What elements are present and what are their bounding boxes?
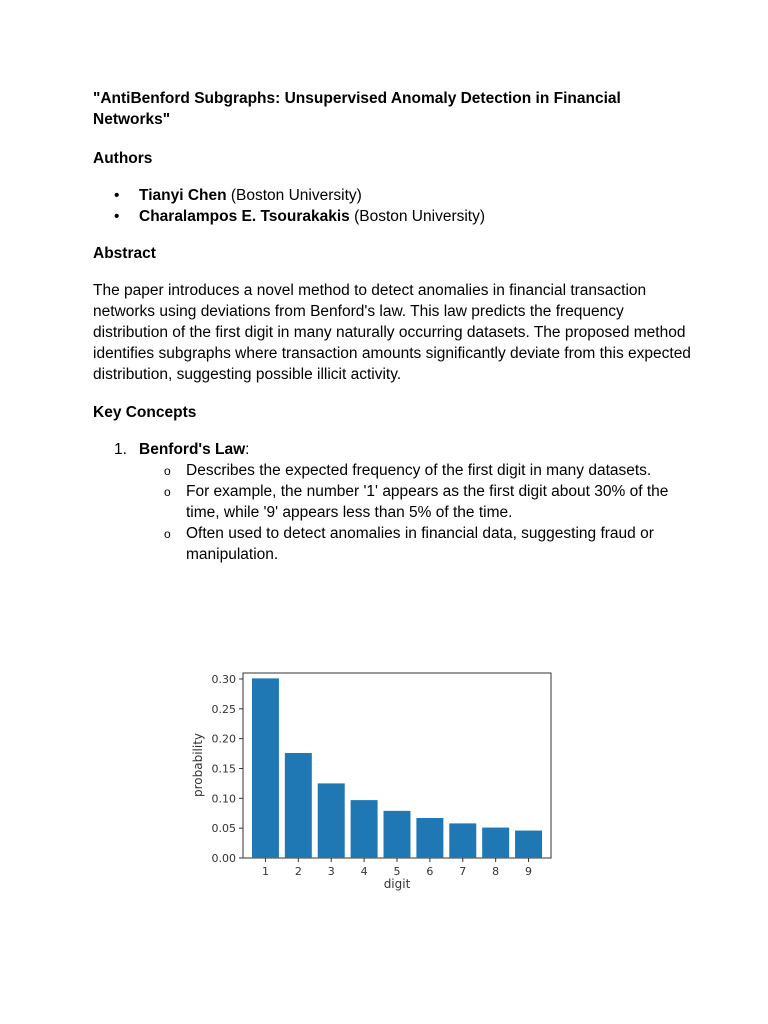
bullet-icon: •	[114, 187, 120, 204]
abstract-text: The paper introduces a novel method to detect anomalies in financial transaction networks using deviations from Benford's law. This law predicts the frequency distribution of the first digit in many naturally occurring datasets. The proposed method identifies subgraphs where transaction amounts significantly deviate from this expected distribution, suggesting possible illicit activity.	[93, 282, 691, 383]
x-tick-label: 3	[327, 865, 335, 878]
bar-digit-3	[318, 783, 345, 858]
bar-digit-7	[449, 823, 476, 858]
concept-point	[139, 481, 693, 523]
x-tick-label: 7	[459, 865, 467, 878]
concept-point	[139, 523, 693, 565]
y-tick-label: 0.20	[211, 732, 236, 746]
bar-digit-1	[252, 678, 279, 858]
authors-heading: Authors	[93, 150, 153, 167]
y-tick-label: 0.10	[211, 792, 236, 806]
x-tick-label: 1	[261, 865, 269, 878]
concept-points	[139, 460, 693, 565]
y-axis-label: probability	[191, 732, 205, 798]
x-tick-label: 5	[393, 865, 401, 878]
x-tick-label: 4	[360, 865, 368, 878]
author-name: Tianyi Chen	[139, 187, 227, 204]
y-tick-label: 0.25	[211, 702, 236, 716]
circle-bullet-icon: o	[164, 527, 171, 541]
circle-bullet-icon: o	[164, 464, 171, 478]
bar-digit-2	[285, 753, 312, 858]
y-tick-label: 0.05	[211, 822, 236, 836]
x-tick-label: 2	[294, 865, 302, 878]
paper-title: "AntiBenford Subgraphs: Unsupervised Anomaly Detection in Financial Networks"	[93, 90, 621, 128]
y-tick-label: 0.15	[211, 762, 236, 776]
key-concepts-heading: Key Concepts	[93, 404, 197, 421]
concept-number: 1.	[114, 441, 127, 458]
bar-digit-6	[416, 818, 443, 858]
bar-digit-5	[384, 811, 411, 858]
x-tick-label: 8	[492, 865, 500, 878]
author-item	[93, 206, 693, 227]
author-name: Charalampos E. Tsourakakis	[139, 208, 350, 225]
document-page	[93, 88, 693, 565]
bar-digit-9	[515, 831, 542, 858]
concept-point-text: Often used to detect anomalies in financial data, suggesting fraud or manipulation.	[186, 525, 654, 563]
x-axis-label: digit	[383, 877, 411, 891]
y-tick-label: 0.30	[211, 672, 236, 686]
bar-digit-8	[482, 828, 509, 858]
concept-term: Benford's Law	[139, 441, 246, 458]
benford-chart	[185, 665, 565, 900]
x-tick-label: 9	[525, 865, 533, 878]
author-affiliation: (Boston University)	[349, 208, 486, 225]
concept-point-text: For example, the number '1' appears as the first digit about 30% of the time, while '9' appears less than 5% of the time.	[186, 483, 669, 521]
concept-point	[139, 460, 693, 481]
abstract-heading: Abstract	[93, 245, 156, 262]
concept-suffix: :	[245, 441, 250, 458]
y-tick-label: 0.00	[211, 852, 236, 865]
authors-list	[93, 185, 693, 227]
concept-item	[93, 439, 693, 565]
author-item	[93, 185, 693, 206]
circle-bullet-icon: o	[164, 485, 171, 499]
benford-bar-chart	[185, 665, 565, 900]
concept-point-text: Describes the expected frequency of the first digit in many datasets.	[186, 462, 652, 479]
concepts-list	[93, 439, 693, 565]
x-tick-label: 6	[426, 865, 434, 878]
bullet-icon: •	[114, 208, 120, 225]
author-affiliation: (Boston University)	[226, 187, 362, 204]
bar-digit-4	[351, 800, 378, 858]
